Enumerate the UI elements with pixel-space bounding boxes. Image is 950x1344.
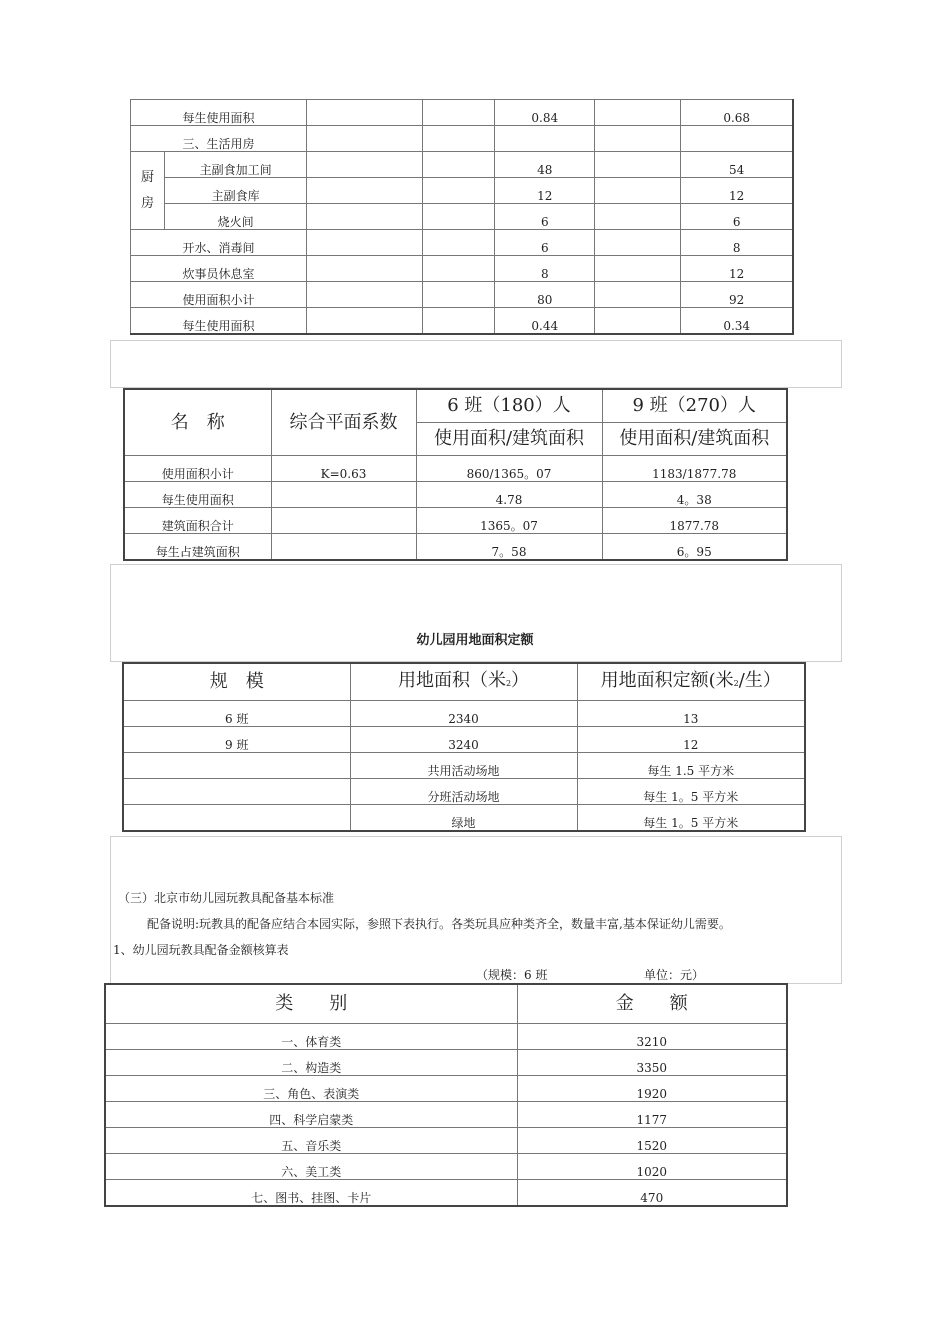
value-9: 12 — [681, 178, 793, 204]
row-amount: 3210 — [517, 1024, 787, 1050]
row-area: 3240 — [350, 727, 577, 753]
value-9 — [681, 126, 793, 152]
row-quota: 13 — [577, 701, 805, 727]
row-label: 主副食加工间 — [165, 152, 307, 178]
section-box — [110, 836, 842, 984]
header-land-quota: 用地面积定额(米2/生） — [577, 663, 805, 701]
table-row — [124, 508, 787, 534]
row-amount: 470 — [517, 1180, 787, 1207]
row-area: 2340 — [350, 701, 577, 727]
header-9-classes: 9 班（270）人 — [602, 389, 787, 423]
table-row — [131, 204, 794, 230]
value-9: 0.68 — [681, 100, 793, 126]
kitchen-group-label: 厨房 — [131, 152, 165, 230]
table-row — [105, 1076, 787, 1102]
toy-budget-table — [104, 983, 788, 1207]
section-item: 1、幼儿园玩教具配备金额核算表 — [113, 943, 289, 957]
row-scale — [123, 753, 350, 779]
row-label: 每生使用面积 — [131, 308, 307, 335]
value-9: 8 — [681, 230, 793, 256]
value-9: 12 — [681, 256, 793, 282]
scale-note: （规模：6 班 — [476, 968, 548, 982]
row-coef — [271, 534, 416, 561]
value-9: 92 — [681, 282, 793, 308]
row-value-6: 4.78 — [416, 482, 602, 508]
row-label: 使用面积小计 — [131, 282, 307, 308]
table-row — [131, 282, 794, 308]
spacer-box — [110, 340, 842, 388]
row-area: 绿地 — [350, 805, 577, 832]
row-scale: 9 班 — [123, 727, 350, 753]
value-9: 54 — [681, 152, 793, 178]
row-value-9: 1877.78 — [602, 508, 787, 534]
table-header-row — [124, 389, 787, 423]
subheader-6: 使用面积/建筑面积 — [416, 423, 602, 456]
value-6: 8 — [495, 256, 595, 282]
table-row — [131, 100, 794, 126]
row-quota: 每生 1。5 平方米 — [577, 805, 805, 832]
row-amount: 3350 — [517, 1050, 787, 1076]
value-9: 6 — [681, 204, 793, 230]
table-row — [131, 126, 794, 152]
usage-area-table — [130, 99, 794, 335]
header-land-area: 用地面积（米2） — [350, 663, 577, 701]
table-row — [131, 230, 794, 256]
table-row — [105, 1128, 787, 1154]
row-label: 每生使用面积 — [131, 100, 307, 126]
header-category: 类 别 — [105, 984, 517, 1024]
row-label: 炊事员休息室 — [131, 256, 307, 282]
row-value-9: 4。38 — [602, 482, 787, 508]
row-category: 五、音乐类 — [105, 1128, 517, 1154]
row-value-9: 1183/1877.78 — [602, 456, 787, 482]
row-category: 二、构造类 — [105, 1050, 517, 1076]
table-row — [124, 482, 787, 508]
table-row — [105, 1024, 787, 1050]
row-category: 六、美工类 — [105, 1154, 517, 1180]
section-heading: （三）北京市幼儿园玩教具配备基本标准 — [118, 891, 335, 905]
row-quota: 每生 1.5 平方米 — [577, 753, 805, 779]
row-value-6: 7。58 — [416, 534, 602, 561]
value-6: 12 — [495, 178, 595, 204]
row-amount: 1920 — [517, 1076, 787, 1102]
row-value-9: 6。95 — [602, 534, 787, 561]
table-row — [124, 534, 787, 561]
row-label: 开水、消毒间 — [131, 230, 307, 256]
header-amount: 金 额 — [517, 984, 787, 1024]
row-name: 使用面积小计 — [124, 456, 271, 482]
row-quota: 每生 1。5 平方米 — [577, 779, 805, 805]
row-area: 共用活动场地 — [350, 753, 577, 779]
value-6: 6 — [495, 230, 595, 256]
row-category: 三、角色、表演类 — [105, 1076, 517, 1102]
table-row — [123, 805, 805, 832]
table-row — [131, 152, 794, 178]
value-6: 0.84 — [495, 100, 595, 126]
row-category: 七、图书、挂图、卡片 — [105, 1180, 517, 1207]
land-area-table — [122, 662, 806, 832]
row-category: 一、体育类 — [105, 1024, 517, 1050]
value-6: 48 — [495, 152, 595, 178]
header-6-classes: 6 班（180）人 — [416, 389, 602, 423]
table-header-row — [105, 984, 787, 1024]
row-quota: 12 — [577, 727, 805, 753]
row-coef — [271, 508, 416, 534]
table-row — [123, 727, 805, 753]
row-label: 三、生活用房 — [131, 126, 307, 152]
subheader-9: 使用面积/建筑面积 — [602, 423, 787, 456]
value-6 — [495, 126, 595, 152]
table-header-row — [123, 663, 805, 701]
value-6: 6 — [495, 204, 595, 230]
table-row — [105, 1050, 787, 1076]
row-name: 建筑面积合计 — [124, 508, 271, 534]
section-description: 配备说明:玩教具的配备应结合本园实际，参照下表执行。各类玩具应种类齐全，数量丰富,基本保证幼儿需要。 — [147, 917, 731, 931]
land-quota-title: 幼儿园用地面积定额 — [416, 633, 534, 648]
row-label: 烧火间 — [165, 204, 307, 230]
table-row — [131, 308, 794, 335]
row-category: 四、科学启蒙类 — [105, 1102, 517, 1128]
value-6: 0.44 — [495, 308, 595, 335]
unit-note: 单位：元） — [644, 968, 705, 982]
row-coef — [271, 482, 416, 508]
table-row — [105, 1180, 787, 1207]
row-scale: 6 班 — [123, 701, 350, 727]
row-value-6: 860/1365。07 — [416, 456, 602, 482]
row-scale — [123, 805, 350, 832]
value-9: 0.34 — [681, 308, 793, 335]
table-row — [105, 1102, 787, 1128]
row-amount: 1177 — [517, 1102, 787, 1128]
row-amount: 1020 — [517, 1154, 787, 1180]
building-area-table — [123, 388, 788, 561]
row-name: 每生使用面积 — [124, 482, 271, 508]
header-coefficient: 综合平面系数 — [271, 389, 416, 456]
table-row — [105, 1154, 787, 1180]
row-value-6: 1365。07 — [416, 508, 602, 534]
row-coef: K=0.63 — [271, 456, 416, 482]
header-name: 名 称 — [124, 389, 271, 456]
header-scale: 规 模 — [123, 663, 350, 701]
row-name: 每生占建筑面积 — [124, 534, 271, 561]
row-area: 分班活动场地 — [350, 779, 577, 805]
table-row — [131, 178, 794, 204]
table-row — [131, 256, 794, 282]
table-row — [123, 701, 805, 727]
table-row — [124, 456, 787, 482]
row-label: 主副食库 — [165, 178, 307, 204]
value-6: 80 — [495, 282, 595, 308]
table-row — [123, 779, 805, 805]
row-amount: 1520 — [517, 1128, 787, 1154]
table-row — [123, 753, 805, 779]
row-scale — [123, 779, 350, 805]
